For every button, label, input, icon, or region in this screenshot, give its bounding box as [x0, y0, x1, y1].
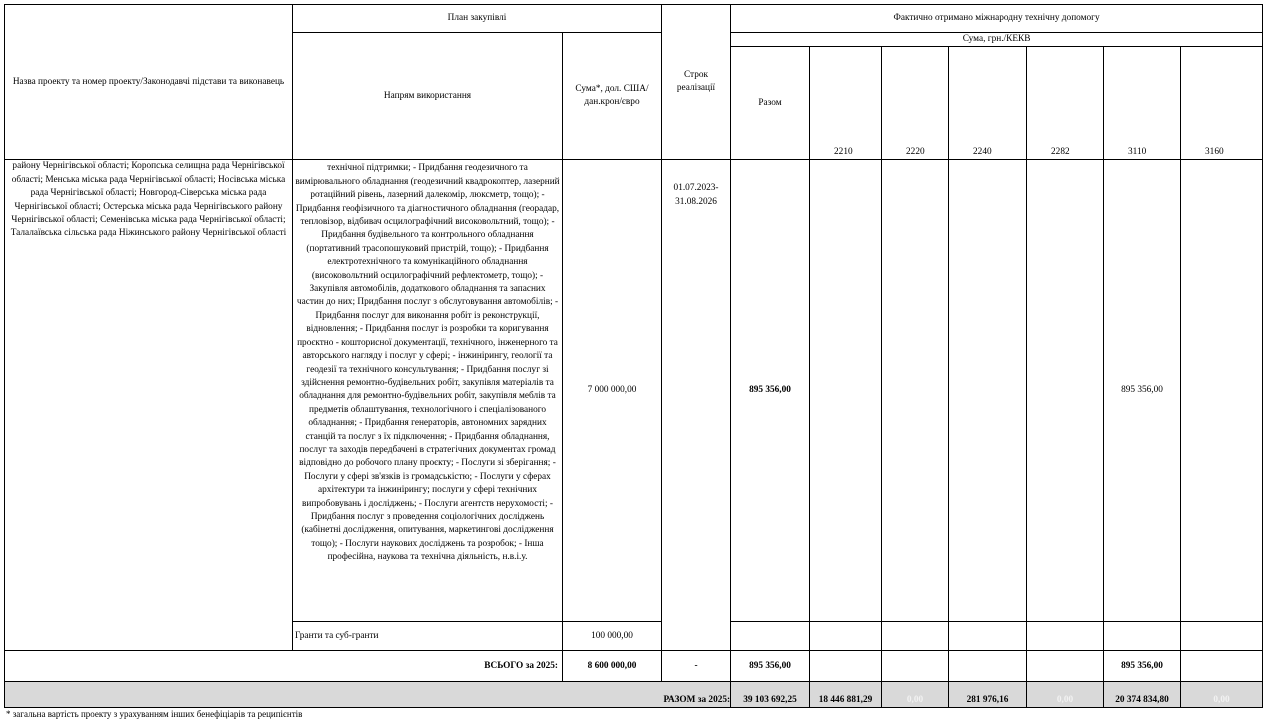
total-2025-3110: 895 356,00: [1104, 651, 1181, 682]
total-blank: [5, 651, 293, 682]
header-kekv-3110: 3110: [1104, 47, 1181, 160]
total-2025-label: ВСЬОГО за 2025:: [293, 651, 563, 682]
total-2025-term: -: [662, 651, 731, 682]
kekv-2282-cell: [1027, 160, 1104, 622]
kekv-2240-cell: [949, 160, 1027, 622]
grand-2025-2210: 18 446 881,29: [810, 682, 882, 708]
plan-sum-cell: 7 000 000,00: [563, 160, 662, 622]
total-cell: 895 356,00: [731, 160, 810, 622]
grand-2025-3160: 0,00: [1181, 682, 1263, 708]
header-sum-plan: Сума*, дол. США/дан.крон/євро: [563, 33, 662, 160]
header-kekv-2282: 2282: [1027, 47, 1104, 160]
direction-cell: технічної підтримки; - Придбання геодезичного та вимірювального обладнання (геодезичний квадрокоптер, лазерний ротаційний рівень, лазерний далекомір, люксметр, тощо); - Придбання геофізичного та діагностичного обладнання (георадар, тепловізор, відбивач осцилографічний високовольтний, тощо); - Придбання будівельного та контрольного обладнання (портативний трасопошуковий пристрій, тощо); - Придбання електротехнічного та комунікаційного обладнання (високовольтний осцилографічний рефлектометр, тощо); - Закупівля автомобілів, додаткового обладнання та запасних частин до них; Придбання послуг з обслуговування автомобілів; - Придбання послуг для виконання робіт із реконструкції, відновлення; - Придбання послуг із розробки та коригування проєктно - кошторисної документації, технічного, інженерного та авторського нагляду і послуг у сфері; - інжинірингу, геології та геодезії та технічного консультування; - Придбання послуг зі здійснення ремонтно-будівельних робіт, закупівля матеріалів та обладнання для ремонтно-будівельних робіт, закупівля меблів та предметів облаштування, технологічного і спеціалізованого обладнання; - Придбання генераторів, автономних зарядних станцій та послуг з їх підключення; - Придбання обладнання, послуг та заходів передбачені в стратегічних документах громад відповідно до робочого плану проєкту; - Послуги зі зберігання; - Послуги у сфері зв'язків із громадськістю; - Послуги у сферах архітектури та інжинірингу; послуги у сфері технічних випробовувань і досліджень; - Послуги агентств нерухомості; - Придбання послуг з проведення соціологічних досліджень (кабінетні дослідження, опитування, маркетингові дослідження тощо); - Послуги наукових досліджень та розробок; - Інша професійна, наукова та технічна діяльність, н.в.і.у.: [293, 160, 563, 622]
header-total: Разом: [731, 47, 810, 160]
kekv-3160-cell: [1181, 160, 1263, 622]
grand-2025-3110: 20 374 834,80: [1104, 682, 1181, 708]
header-kekv-2220: 2220: [882, 47, 949, 160]
header-term: Строк реалізації: [662, 5, 731, 160]
kekv-2210-cell: [810, 160, 882, 622]
header-direction: Напрям використання: [293, 33, 563, 160]
header-actual: Фактично отримано міжнародну технічну допомогу: [731, 5, 1263, 33]
grand-2025-2240: 281 976,16: [949, 682, 1027, 708]
project-cell: району Чернігівської області; Коропська селищна рада Чернігівської області; Менська міська рада Чернігівської області; Носівська міська рада Чернігівської області; Новгород-Сіверська міська рада Чернігівської області; Остерська міська рада Чернігівського району Чернігівської області; Семенівська міська рада Чернігівської області; Талалаївська сільська рада Ніжинського району Чернігівської області: [5, 160, 293, 622]
grants-direction-cell: Гранти та суб-гранти: [293, 622, 563, 651]
grand-2025-label: РАЗОМ за 2025:: [662, 682, 731, 708]
grand-2025-2220: 0,00: [882, 682, 949, 708]
total-2025-sum: 8 600 000,00: [563, 651, 662, 682]
header-plan: План закупівлі: [293, 5, 662, 33]
funding-table: [4, 4, 1263, 708]
kekv-3110-cell: 895 356,00: [1104, 160, 1181, 622]
project-cell-cont: [5, 622, 293, 651]
term-cell: 01.07.2023-31.08.2026: [662, 160, 731, 651]
total-2025-total: 895 356,00: [731, 651, 810, 682]
kekv-2220-cell: [882, 160, 949, 622]
header-sum-kekv: Сума, грн./КЕКВ: [731, 33, 1263, 47]
header-kekv-3160: 3160: [1181, 47, 1263, 160]
grants-sum-cell: 100 000,00: [563, 622, 662, 651]
grants-total-cell: [731, 622, 810, 651]
grand-2025-total: 39 103 692,25: [731, 682, 810, 708]
header-project: Назва проекту та номер проекту/Законодавчі підстави та виконавець: [5, 5, 293, 160]
grand-2025-2282: 0,00: [1027, 682, 1104, 708]
header-kekv-2240: 2240: [949, 47, 1027, 160]
footnote: * загальна вартість проекту з урахуванням інших бенефіціарів та реципієнтів: [6, 709, 303, 719]
header-kekv-2210: 2210: [810, 47, 882, 160]
